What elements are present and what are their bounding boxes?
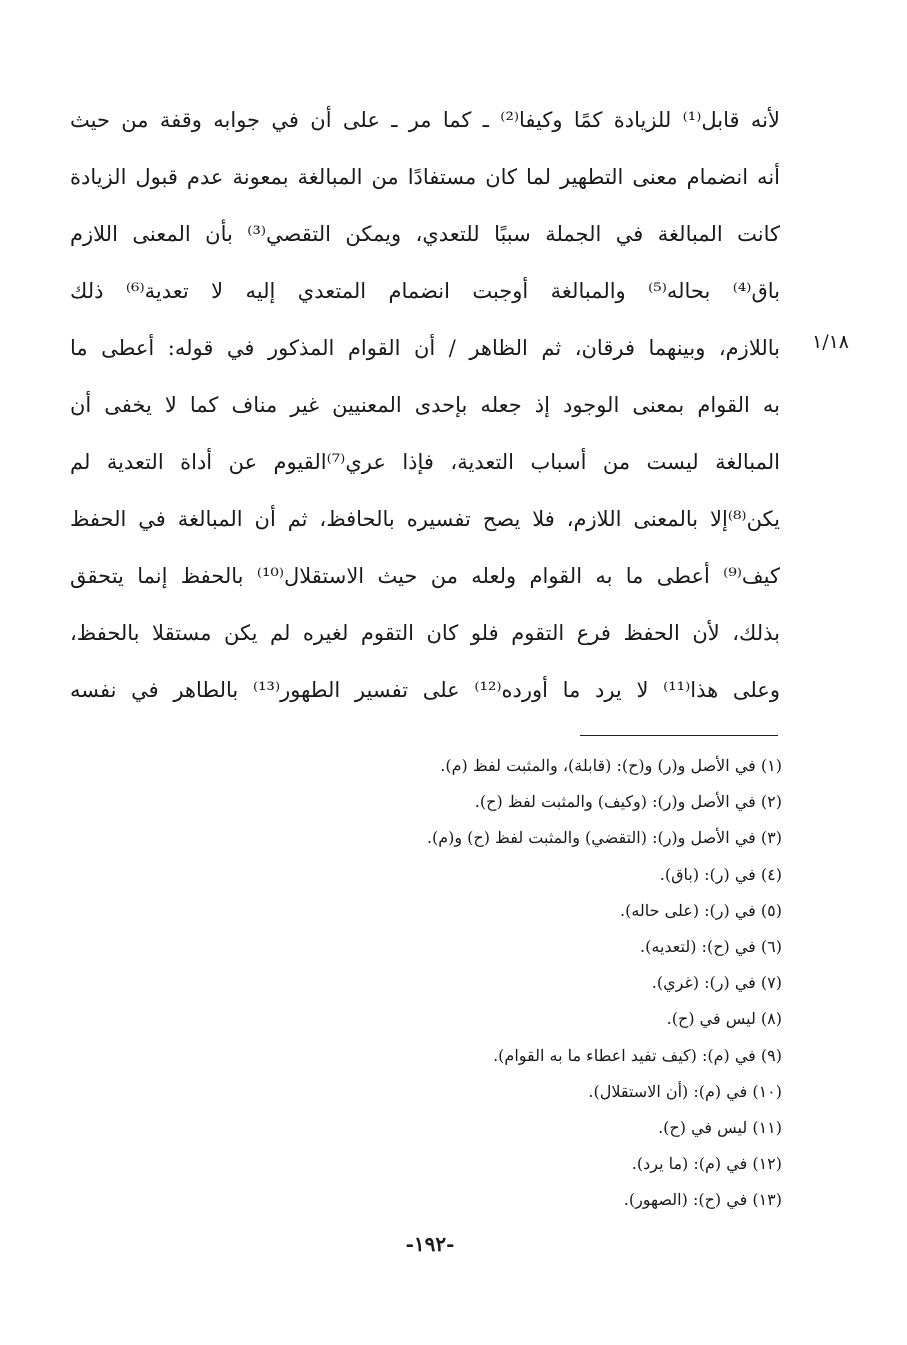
- text-line-8: يكن⁽⁸⁾إلا بالمعنى اللازم، فلا يصح تفسيره بالحافظ، ثم أن المبالغة في الحفظ: [70, 507, 780, 531]
- text-line-7: المبالغة ليست من أسباب التعدية، فإذا عري⁽⁷⁾القيوم عن أداة التعدية لم: [70, 450, 780, 474]
- footnote-12: (١٢) في (م): (ما يرد).: [631, 1154, 782, 1174]
- footnote-2: (٢) في الأصل و(ر): (وكيف) والمثبت لفظ (ح).: [474, 792, 782, 812]
- text-line-6: به القوام بمعنى الوجود إذ جعله بإحدى المعنيين غير مناف كما لا يخفى أن: [70, 393, 780, 417]
- footnote-7: (٧) في (ر): (غري).: [651, 973, 782, 993]
- footnote-11: (١١) ليس في (ح).: [658, 1117, 782, 1137]
- footnote-5: (٥) في (ر): (على حاله).: [620, 900, 782, 920]
- main-text: [70, 92, 780, 719]
- text-line-2: أنه انضمام معنى التطهير لما كان مستفادًا من المبالغة بمعونة عدم قبول الزيادة: [70, 165, 780, 189]
- footnotes: [300, 748, 782, 1218]
- footnote-8: (٨) ليس في (ح).: [666, 1009, 782, 1029]
- text-line-4: باق⁽⁴⁾ بحاله⁽⁵⁾ والمبالغة أوجبت انضمام المتعدي إليه لا تعدية⁽⁶⁾ ذلك: [70, 279, 780, 303]
- footnote-10: (١٠) في (م): (أن الاستقلال).: [588, 1081, 782, 1101]
- footnote-13: (١٣) في (ح): (الصهور).: [623, 1190, 782, 1210]
- text-line-10: بذلك، لأن الحفظ فرع التقوم فلو كان التقوم لغيره لم يكن مستقلا بالحفظ،: [70, 621, 780, 645]
- text-line-5: باللازم، وبينهما فرقان، ثم الظاهر / أن القوام المذكور في قوله: أعطى ما: [70, 336, 780, 360]
- footnote-4: (٤) في (ر): (باق).: [659, 864, 782, 884]
- footnote-3: (٣) في الأصل و(ر): (التقضي) والمثبت لفظ (ح) و(م).: [426, 828, 782, 848]
- text-line-1: لأنه قابل⁽¹⁾ للزيادة كمًا وكيفا⁽²⁾ ـ كما مر ـ على أن في جوابه وقفة من حيث: [70, 108, 780, 132]
- text-line-11: وعلى هذا⁽¹¹⁾ لا يرد ما أورده⁽¹²⁾ على تفسير الطهور⁽¹³⁾ بالطاهر في نفسه: [70, 678, 780, 702]
- margin-folio-note: ١/١٨: [812, 331, 850, 353]
- page-number: -١٩٢-: [405, 1232, 455, 1256]
- footnote-separator: [580, 735, 778, 736]
- footnote-1: (١) في الأصل و(ر) و(ح): (قابلة)، والمثبت لفظ (م).: [440, 756, 782, 775]
- text-line-3: كانت المبالغة في الجملة سببًا للتعدي، ويمكن التقصي⁽³⁾ بأن المعنى اللازم: [70, 222, 780, 246]
- footnote-9: (٩) في (م): (كيف تفيد اعطاء ما به القوام).: [493, 1045, 782, 1065]
- footnote-6: (٦) في (ح): (لتعديه).: [640, 936, 782, 956]
- text-line-9: كيف⁽⁹⁾ أعطى ما به القوام ولعله من حيث الاستقلال⁽¹⁰⁾ بالحفظ إنما يتحقق: [70, 564, 780, 588]
